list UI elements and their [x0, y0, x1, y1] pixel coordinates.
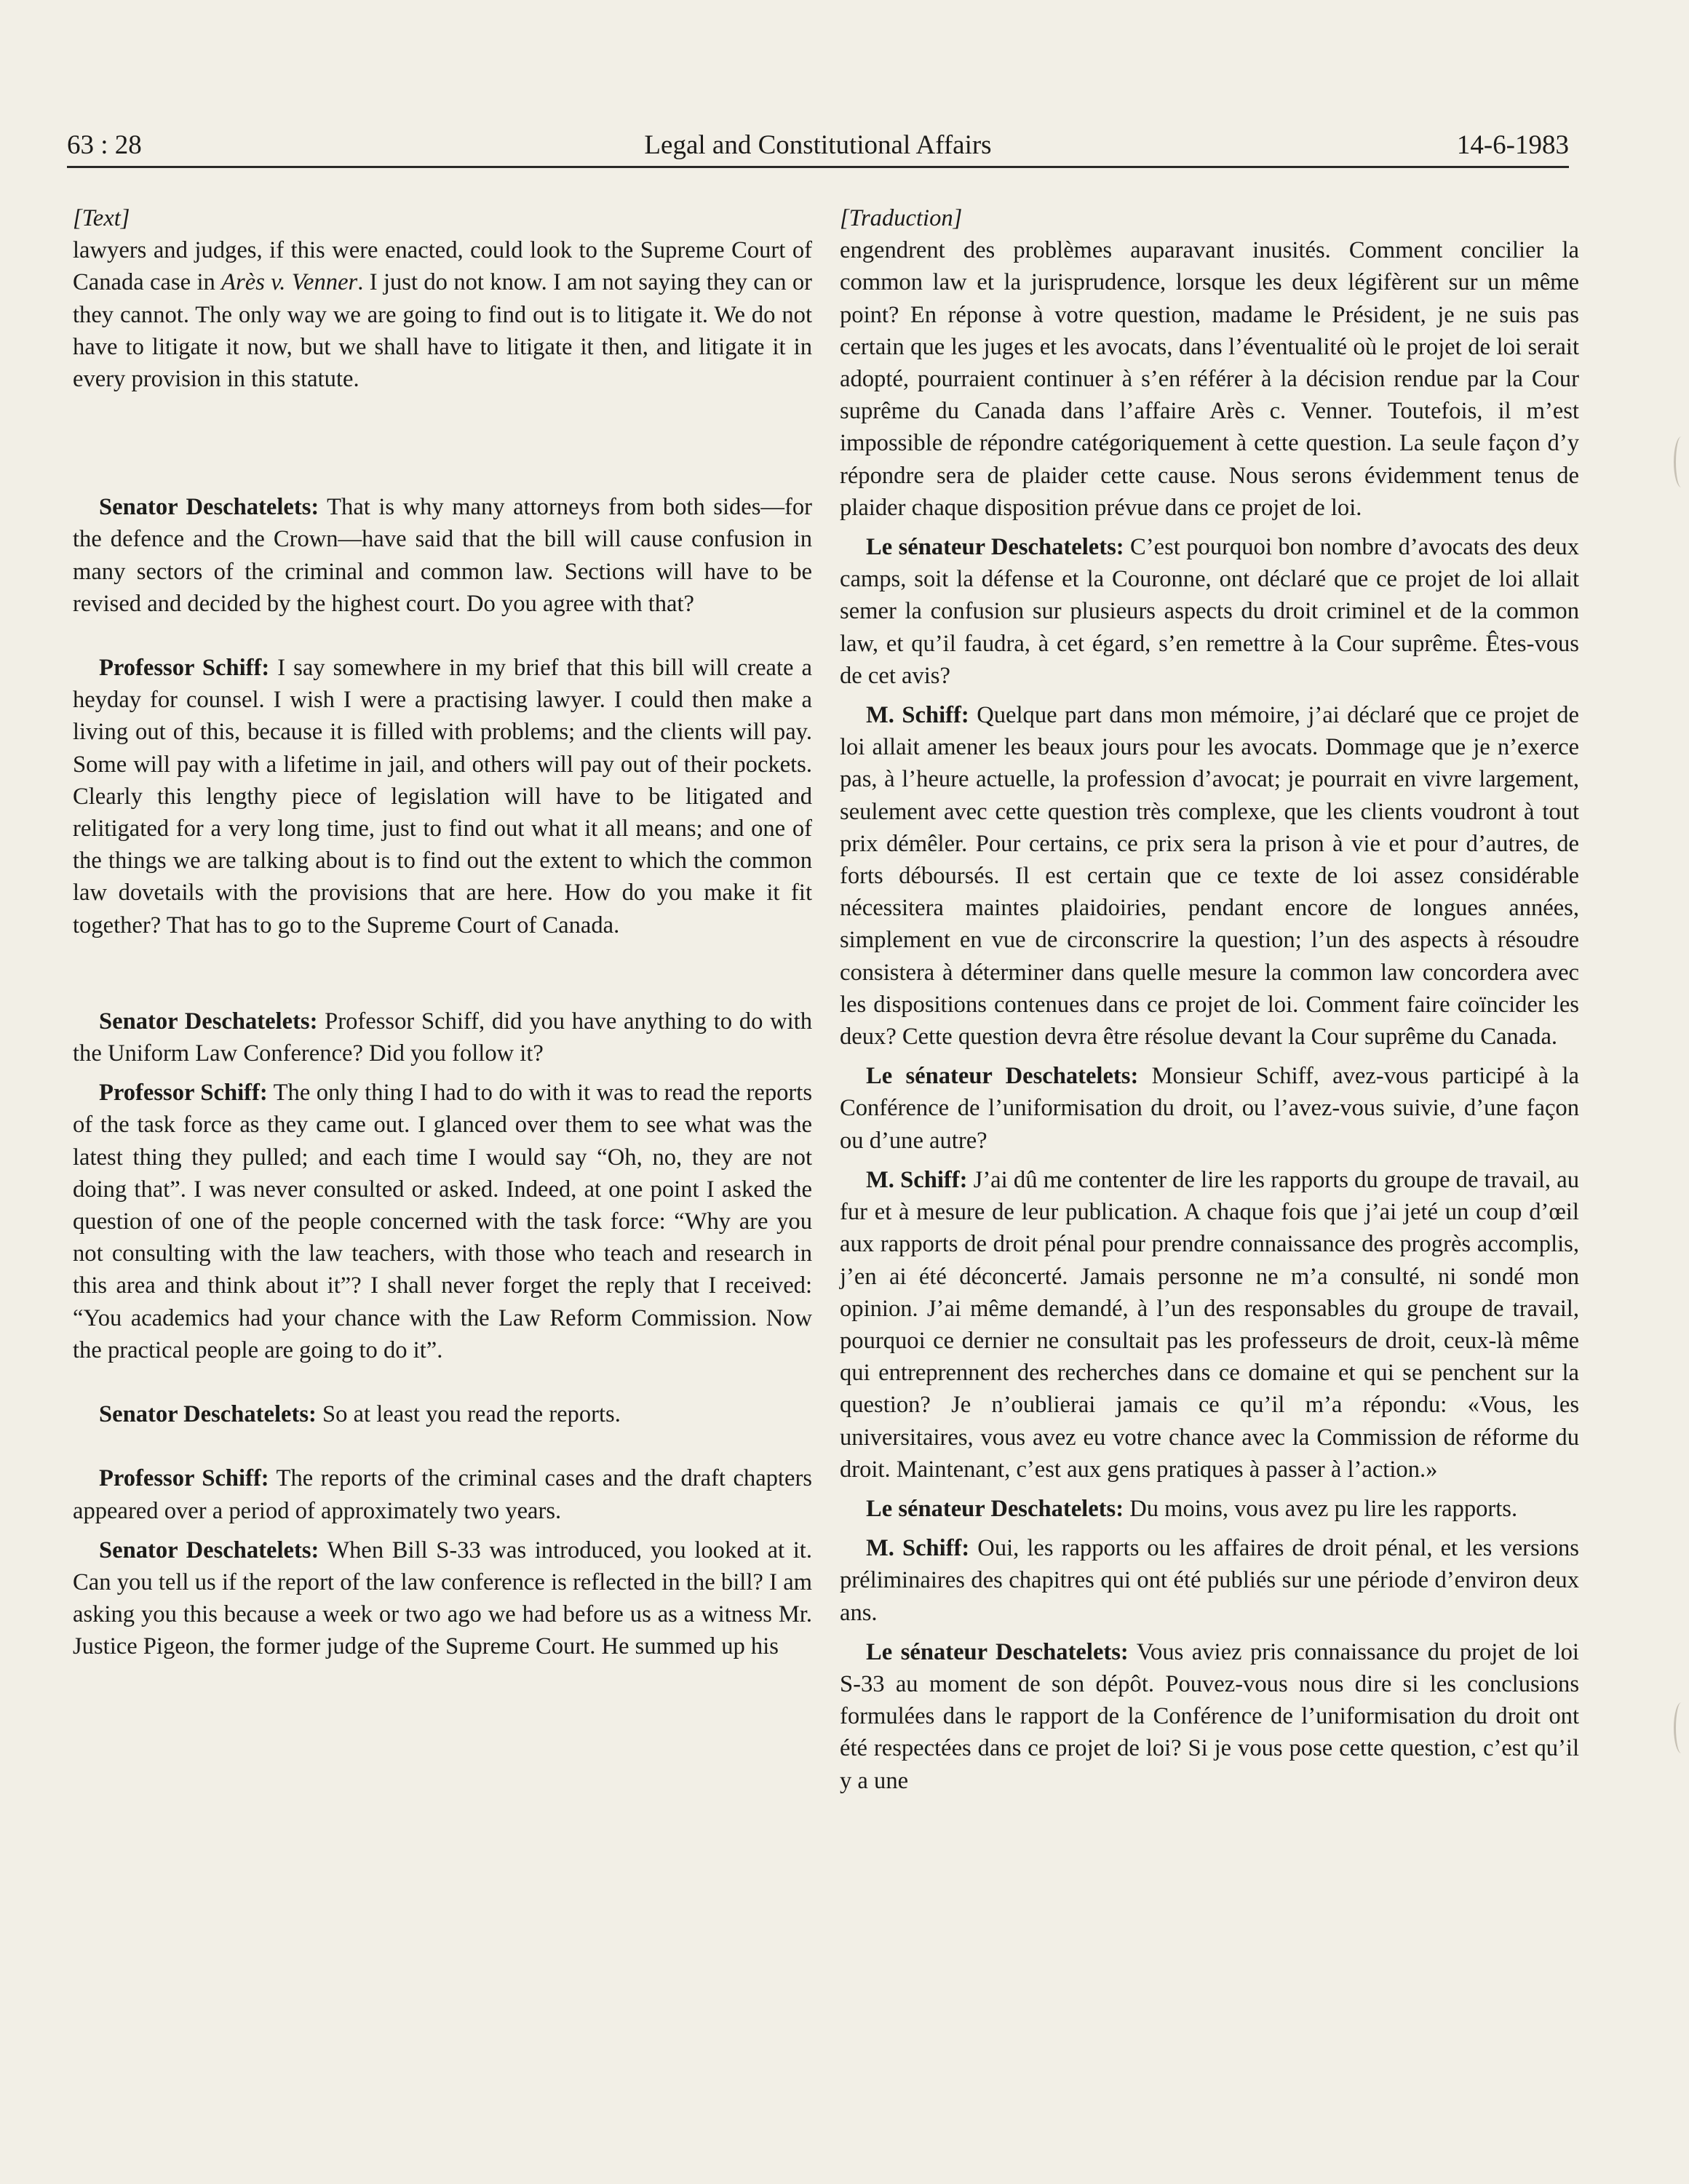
- spacer: [840, 1053, 1579, 1060]
- spacer: [73, 941, 812, 1005]
- speech-paragraph: [73, 1398, 812, 1430]
- page-header: [67, 125, 1569, 168]
- speech-paragraph: [73, 1077, 812, 1366]
- speech-paragraph: [73, 1005, 812, 1069]
- header-date: 14-6-1983: [1456, 130, 1569, 160]
- speech-text: Oui, les rapports ou les affaires de droit pénal, et les versions préliminaires des chapitres qui ont été publiés sur une période d’environ deux ans.: [840, 1535, 1579, 1626]
- spacer: [840, 1157, 1579, 1164]
- speech-text: Du moins, vous avez pu lire les rapports.: [1124, 1495, 1518, 1522]
- speaker-label: Le sénateur Deschatelets:: [866, 534, 1124, 561]
- speech-paragraph: [73, 1534, 812, 1663]
- spacer: [73, 620, 812, 652]
- speech-text: When Bill S-33 was introduced, you looked at it. Can you tell us if the report of the law conference is reflected in the bill? I am asking you this because a week or two ago we had before us as a witness Mr. Justice Pigeon, the former judge of the Supreme Court. He summed up his: [73, 1537, 812, 1660]
- spacer: [840, 1486, 1579, 1493]
- speech-text: Monsieur Schiff, avez-vous participé à la Conférence de l’uniformisation du droit, ou l’avez-vous suivie, d’une façon ou d’une autre?: [840, 1063, 1579, 1154]
- speaker-label: Le sénateur Deschatelets:: [866, 1638, 1129, 1665]
- spacer: [840, 524, 1579, 531]
- speech-text: So at least you read the reports.: [316, 1401, 621, 1428]
- speech-text: That is why many attorneys from both sides—for the defence and the Crown—have said that the bill will cause confusion in many sectors of the criminal and common law. Sections will have to be revised and decided by the highest court. Do you agree with that?: [73, 494, 812, 617]
- speech-paragraph: [73, 652, 812, 941]
- speech-text: Professor Schiff, did you have anything to do with the Uniform Law Conference? Did you follow it?: [73, 1008, 812, 1067]
- spacer: [840, 692, 1579, 699]
- speaker-label: Professor Schiff:: [99, 655, 270, 682]
- speech-paragraph: [840, 699, 1579, 1053]
- speech-text: Vous aviez pris connaissance du projet de loi S-33 au moment de son dépôt. Pouvez-vous nous dire si les conclusions formulées dans le rapport de la Conférence de l’uniformisation du droit ont été respectées dans ce projet de loi? Si je vous pose cette question, c’est qu’il y a une: [840, 1638, 1579, 1794]
- spacer: [73, 395, 812, 491]
- speech-paragraph: [840, 1532, 1579, 1629]
- speaker-label: M. Schiff:: [866, 1166, 968, 1193]
- speaker-label: M. Schiff:: [866, 702, 969, 729]
- spacer: [73, 1366, 812, 1398]
- page-number: 63 : 28: [67, 130, 142, 160]
- language-tag: [Text]: [73, 205, 130, 231]
- speech-text: C’est pourquoi bon nombre d’avocats des deux camps, soit la défense et la Couronne, ont déclaré que ce projet de loi allait semer la confusion sur plusieurs aspects du droit criminel et de la common law, et qu’il faudra, à cet égard, s’en remettre à la Cour suprême. Êtes-vous de cet avis?: [840, 534, 1579, 689]
- speaker-label: Le sénateur Deschatelets:: [866, 1495, 1124, 1522]
- french-column: [840, 202, 1579, 1797]
- spacer: [840, 1525, 1579, 1532]
- speech-paragraph: [73, 491, 812, 620]
- speech-paragraph: [840, 1164, 1579, 1486]
- speech-text: Quelque part dans mon mémoire, j’ai déclaré que ce projet de loi allait amener les beaux jours pour les avocats. Dommage que je n’exerce pas, à l’heure actuelle, la profession d’avocat; je pourrait en vivre largement, seulement avec cette question très complexe, que les clients voudront à tout prix démêler. Pour certains, ce prix sera la prison à vie et pour d’autres, de forts déboursés. Il est certain que ce texte de loi assez considérable nécessitera maintes plaidoiries, pendant encore de longues années, simplement en vue de circonscrire la question; l’un des aspects à résoudre consistera à déterminer dans quelle mesure la common law concordera avec les dispositions contenues dans ce projet de loi. Comment faire coïncider les deux? Cette question devra être résolue devant la Cour suprême du Canada.: [840, 702, 1579, 1051]
- page-edge-mark: [1674, 437, 1689, 487]
- spacer: [73, 1430, 812, 1462]
- speaker-label: Senator Deschatelets:: [99, 1008, 318, 1035]
- spacer: [73, 1527, 812, 1534]
- spacer: [840, 1629, 1579, 1636]
- continued-paragraph: lawyers and judges, if this were enacted, could look to the Supreme Court of Canada case in Arès v. Venner. I just do not know. I am not saying they can or they cannot. The only way we are going to find out is to litigate it. We do not have to litigate it now, but we shall have to litigate it then, and litigate it in every provision in this statute.: [73, 237, 812, 393]
- language-tag: [Traduction]: [840, 205, 963, 231]
- speaker-label: Senator Deschatelets:: [99, 1401, 317, 1428]
- english-column: [73, 202, 812, 1663]
- speech-text: The reports of the criminal cases and the draft chapters appeared over a period of approximately two years.: [73, 1465, 812, 1524]
- speech-paragraph: [840, 531, 1579, 692]
- speaker-label: Senator Deschatelets:: [99, 494, 319, 521]
- speaker-label: M. Schiff:: [866, 1535, 970, 1562]
- continued-paragraph: engendrent des problèmes auparavant inusités. Comment concilier la common law et la jurisprudence, lorsque les deux légifèrent sur un même point? En réponse à votre question, madame le Président, je ne suis pas certain que les juges et les avocats, dans l’éventualité où le projet de loi serait adopté, pourraient continuer à s’en référer à la décision rendue par la Cour suprême du Canada dans l’affaire Arès c. Venner. Toutefois, il m’est impossible de répondre catégoriquement à cette question. La seule façon d’y répondre sera de plaider cette cause. Nous serons évidemment tenus de plaider chaque disposition prévue dans ce projet de loi.: [840, 237, 1579, 521]
- speech-paragraph: [840, 1636, 1579, 1797]
- speaker-label: Senator Deschatelets:: [99, 1537, 319, 1563]
- running-title: Legal and Constitutional Affairs: [644, 130, 992, 160]
- spacer: [73, 1069, 812, 1077]
- case-name: Arès v. Venner: [221, 269, 358, 296]
- speech-text: J’ai dû me contenter de lire les rapports du groupe de travail, au fur et à mesure de leur publication. A chaque fois que j’ai jeté un coup d’œil aux rapports de droit pénal pour prendre connaissance des progrès accomplis, j’en ai été déconcerté. Jamais personne ne m’a consulté, ni sondé mon opinion. J’ai même demandé, à l’un des responsables du groupe de travail, pourquoi ce dernier ne consultait pas les professeurs de droit, ceux-là même qui entreprennent des recherches dans ce domaine et qui se penchent sur la question? Je n’oublierai jamais ce qu’il m’a répondu: «Vous, les universitaires, vous avez eu votre chance avec la Commission de réforme du droit. Maintenant, c’est aux gens pratiques à passer à l’action.»: [840, 1166, 1579, 1483]
- speech-text: I say somewhere in my brief that this bill will create a heyday for counsel. I wish I were a practising lawyer. I could then make a living out of this, because it is filled with problems; and the clients will pay. Some will pay with a lifetime in jail, and others will pay out of their pockets. Clearly this lengthy piece of legislation will have to be litigated and relitigated for a very long time, just to find out what it all means; and one of the things we are talking about is to find out the extent to which the common law dovetails with the provisions that are here. How do you make it fit together? That has to go to the Supreme Court of Canada.: [73, 655, 812, 938]
- speech-paragraph: [840, 1493, 1579, 1525]
- speaker-label: Professor Schiff:: [99, 1465, 269, 1492]
- speaker-label: Professor Schiff:: [99, 1080, 268, 1107]
- speech-paragraph: [73, 1462, 812, 1526]
- speech-paragraph: [840, 1060, 1579, 1157]
- page-edge-mark: [1674, 1702, 1689, 1753]
- speaker-label: Le sénateur Deschatelets:: [866, 1063, 1139, 1090]
- speech-text: The only thing I had to do with it was to read the reports of the task force as they came out. I glanced over them to see what was the latest thing they pulled; and each time I would say “Oh, no, they are not doing that”. I was never consulted or asked. Indeed, at one point I asked the question of one of the people concerned with the task force: “Why are you not consulting with the law teachers, with those who teach and research in this area and think about it”? I shall never forget the reply that I received: “You academics had your chance with the Law Reform Commission. Now the practical people are going to do it”.: [73, 1080, 813, 1363]
